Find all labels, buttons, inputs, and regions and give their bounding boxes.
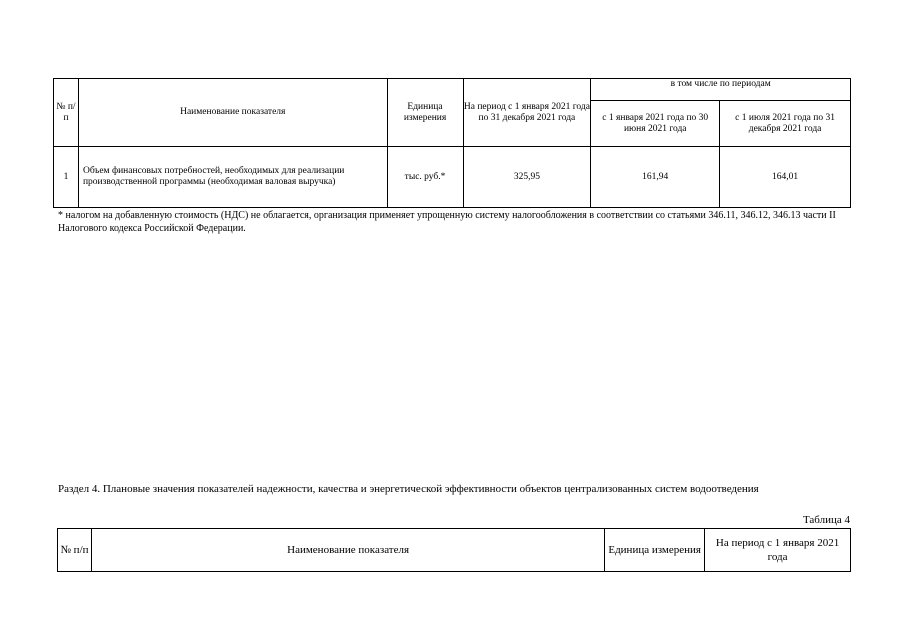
cell-unit: тыс. руб.* [387,147,463,208]
cell-period: 325,95 [463,147,591,208]
footnote: * налогом на добавленную стоимость (НДС) не облагается, организация применяет упрощенную систему налогообложения в соответствии со статьями 346.11, 346.12, 346.13 части II Налогового кодекса Российской Федерации. [58,210,836,234]
header-num: № п/п [54,79,79,147]
t4-header-period: На период с 1 января 2021 года [705,529,851,572]
header-name: Наименование показателя [78,79,387,147]
cell-subperiod-1: 161,94 [591,147,720,208]
table-4-label: Таблица 4 [802,514,850,526]
header-unit: Единица измерения [387,79,463,147]
table-row [54,147,851,208]
header-period: На период с 1 января 2021 года по 31 декабря 2021 года [463,79,591,147]
section-4-title: Раздел 4. Плановые значения показателей надежности, качества и энергетической эффективности объектов централизованных систем водоотведения [58,483,759,495]
cell-num: 1 [54,147,79,208]
table-3 [53,78,851,208]
table-4 [57,528,851,572]
header-subperiod-2: с 1 июля 2021 года по 31 декабря 2021 года [720,101,851,147]
header-subperiods-group: в том числе по периодам [591,79,851,101]
cell-name: Объем финансовых потребностей, необходимых для реализации производственной программы (необходимая валовая выручка) [78,147,387,208]
cell-subperiod-2: 164,01 [720,147,851,208]
header-subperiod-1: с 1 января 2021 года по 30 июня 2021 года [591,101,720,147]
t4-header-name: Наименование показателя [91,529,604,572]
t4-header-num: № п/п [58,529,92,572]
t4-header-unit: Единица измерения [605,529,705,572]
